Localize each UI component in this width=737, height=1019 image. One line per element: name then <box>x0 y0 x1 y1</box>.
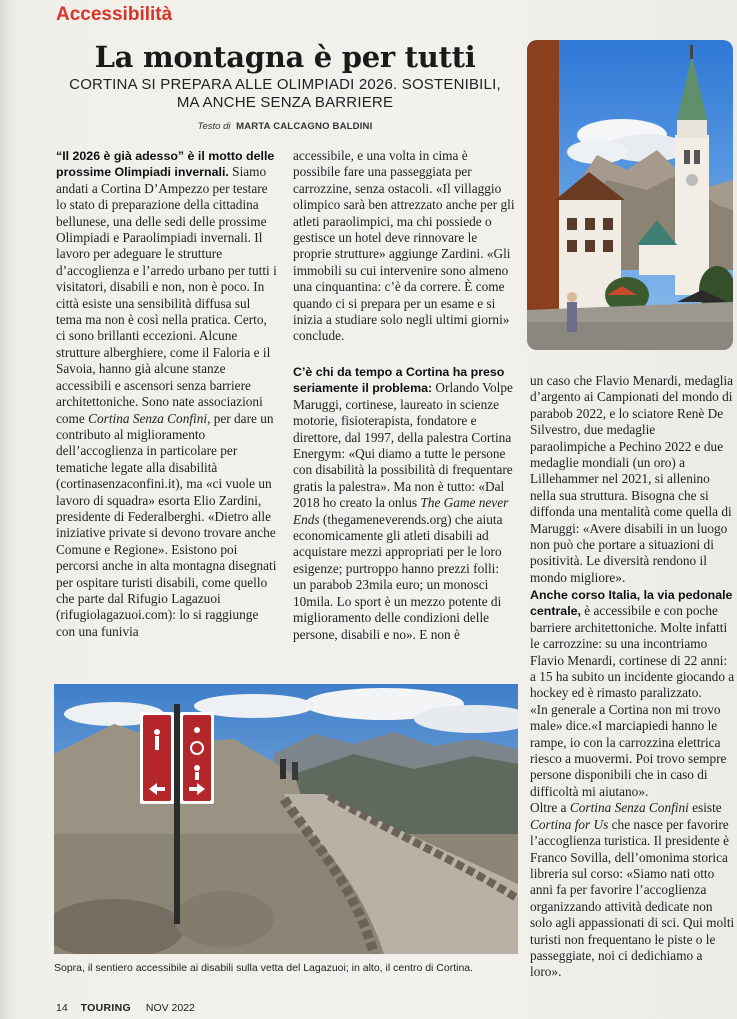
cortina-town-photo <box>527 40 733 350</box>
byline-author: MARTA CALCAGNO BALDINI <box>236 121 373 132</box>
column-2b-text-2: (thegameneverends.org) che aiuta economicamente gli atleti disabili ad acquistare mezzi appropriati per le loro esigenze; purtroppo hanno prezzi folli: un parabob 23mila euro; un monosci 10mila. Lo sport è un mezzo potente di miglioramento delle condizioni delle persone, disabili e no». E non è <box>293 511 503 642</box>
section-label: Accessibilità <box>56 4 173 25</box>
magazine-name: TOURING <box>80 1002 131 1014</box>
photo-caption: Sopra, il sentiero accessibile ai disabili sulla vetta del Lagazuoi; in alto, il centro di Cortina. <box>54 962 474 974</box>
article-column-2-section <box>293 364 515 643</box>
column-3b-text: è accessibile e con poche barriere architettoniche. Molte infatti le carrozzine: su una incontriamo Flavio Menardi, cortinese di 22 anni: a 15 ha subito un incidente giocando a hockey ed è rimasto paralizzato. <box>530 603 735 701</box>
column-1-text-2: , per dare un contributo al miglioramento dell’accoglienza in particolare per tematiche legate alla disabilità (cortinasenzaconfini.it), ma «ci vuole un lavoro di squadra» esorta Elio Zardini, presidente di Federalberghi. «Dietro alle iniziative private si devono trovare anche Comune e Regione». Esistono poi percorsi anche in alta montagna disegnati per ospitare turisti disabili, come quello che parte dal Rifugio Lagazuoi (rifugiolagazuoi.com): lo si raggiunge con una funivia <box>56 410 277 639</box>
column-3b-italic-1: Cortina Senza Confini <box>569 800 689 816</box>
article-column-2 <box>293 148 515 345</box>
byline-prefix: Testo di <box>197 121 231 132</box>
column-3b-quote: «In generale a Cortina non mi trovo male» dice.«I marciapiedi hanno le rampe, io con la carrozzina elettrica riesco a muovermi. Poi trovo sempre persone disponibili che in caso di difficoltà mi aiutano». <box>530 701 727 799</box>
article-column-3 <box>530 373 734 586</box>
lead-paragraph-maruggi: C’è chi da tempo a Cortina ha preso seriamente il problema: <box>293 365 505 396</box>
page-footer <box>56 1002 195 1014</box>
column-3-text: un caso che Flavio Menardi, medaglia d’argento ai Campionati del mondo di parabob 2022, e lo sciatore Renè De Silvestro, due medaglie paraolimpiche a Pechino 2022 e due medaglie mondiali (un oro) a Lillehammer nel 2021, si allenino nella sua struttura. Bisogna che si diffonda una mentalità come quella di Maruggi: «Avere disabili in un luogo non può che portare a situazioni di positività. Le diversità rendono il mondo migliore». <box>530 373 734 585</box>
lagazuoi-trail-illustration <box>54 684 518 954</box>
column-1-italic: Cortina Senza Confini <box>88 410 208 426</box>
page-number: 14 <box>56 1002 68 1014</box>
column-1-text: Siamo andati a Cortina D’Ampezzo per testare lo stato di preparazione della cittadina bellunese, una delle sedi delle prossime Olimpiadi e Paraolimpiadi invernali. Il lavoro per adeguare le strutture d’accoglienza e l’arredo urbano per tutti i visitatori, disabili e non, non è poco. In città esiste una sensibilità diffusa sul tema ma non è così nella pratica. Certo, ci sono brillanti eccezioni. Alcune strutture alberghiere, come il Faloria e il Savoia, hanno già alcune stanze accessibili e ascensori senza barriere architettoniche. Sono nate associazioni come <box>56 164 277 426</box>
subhead-line-2: MA ANCHE SENZA BARRIERE <box>176 94 394 111</box>
column-2b-text: Orlando Volpe Maruggi, cortinese, laureato in scienze motorie, fisioterapista, fondatore e direttore, dal 1997, della palestra Cortina Energym: «Qui diamo a tutte le persone con disabilità la possibilità di frequentare gratis la palestra». Ma non è tutto: «Dal 2018 ho creato la onlus <box>293 380 513 511</box>
column-3b-text-c1: Oltre a <box>530 800 570 816</box>
lagazuoi-trail-photo <box>54 684 518 954</box>
column-2b-italic: The Game never Ends <box>293 495 509 527</box>
lead-paragraph-intro: “Il 2026 è già adesso” è il motto delle prossime Olimpiadi invernali. <box>56 149 275 180</box>
article-subhead <box>62 76 508 112</box>
byline <box>60 121 510 132</box>
article-column-1 <box>56 148 278 640</box>
article-column-3-section <box>530 587 736 981</box>
subhead-line-1: CORTINA SI PREPARA ALLE OLIMPIADI 2026. SOSTENIBILI, <box>69 76 501 93</box>
column-2-text: accessibile, e una volta in cima è possibile fare una passeggiata per carrozzine, senza ostacoli. «Il villaggio olimpico sarà ben attrezzato anche per gli atleti paraolimpici, ma chi possiede o gestisce un hotel deve rinnovare le proprie strutture» aggiunge Zardini. «Gli immobili su cui intervenire sono almeno una cinquantina: c’è da correre. È come quando ci si prepara per un esame e si inizia a studiare solo negli ultimi giorni» conclude. <box>293 148 515 344</box>
lead-paragraph-corso-italia: Anche corso Italia, la via pedonale centrale, <box>530 588 733 619</box>
column-3b-italic-2: Cortina for Us <box>530 816 609 832</box>
column-3b-text-c2: esiste <box>688 800 722 816</box>
issue-date: NOV 2022 <box>145 1002 195 1014</box>
article-headline: La montagna è per tutti <box>94 40 476 74</box>
column-3b-text-c3: che nasce per favorire l’accoglienza turistica. Il presidente è Franco Sovilla, dell’omonima storica libreria sul corso: «Siamo nati otto anni fa per favorire l’accoglienza organizzando attività dedicate non solo agli appassionati di sci. Qui molti turisti non frequentano le piste o le passeggiate, noi ci dedichiamo a loro». <box>530 816 735 980</box>
cortina-town-illustration <box>527 40 733 350</box>
